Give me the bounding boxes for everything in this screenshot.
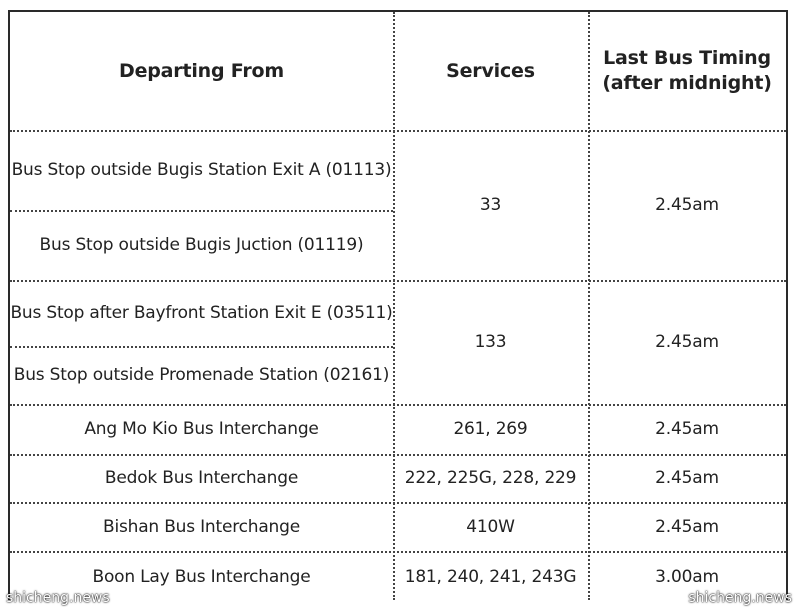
table-cell-departing: Bedok Bus Interchange bbox=[104, 468, 299, 488]
table-cell-departing: Bishan Bus Interchange bbox=[102, 516, 300, 537]
table-cell-departing: Bus Stop outside Bugis Juction (01119) bbox=[39, 235, 364, 255]
watermark-left: shicheng.news bbox=[6, 590, 110, 606]
table-cell-departing: Bus Stop outside Bugis Station Exit A (01113) bbox=[11, 160, 392, 180]
table-cell-departing: Bus Stop after Bayfront Station Exit E (03511) bbox=[10, 303, 393, 323]
bus-timing-table bbox=[8, 10, 788, 600]
table-cell-services: 410W bbox=[466, 516, 515, 537]
watermark-right: shicheng.news bbox=[688, 590, 792, 606]
table-cell-timing: 2.45am bbox=[655, 419, 719, 439]
header-last-bus-timing bbox=[588, 12, 786, 130]
header-timing-subtitle: (after midnight) bbox=[602, 72, 772, 94]
table-cell-services: 222, 225G, 228, 229 bbox=[404, 468, 577, 488]
table-cell-timing: 3.00am bbox=[655, 566, 719, 587]
table-cell-departing: Ang Mo Kio Bus Interchange bbox=[84, 419, 319, 439]
table-cell-services: 181, 240, 241, 243G bbox=[404, 566, 577, 587]
header-timing-title: Last Bus Timing bbox=[603, 47, 771, 69]
header-departing-from: Departing From bbox=[119, 59, 284, 82]
table-cell-services: 261, 269 bbox=[453, 419, 528, 439]
table-cell-timing: 2.45am bbox=[655, 516, 719, 537]
table-cell-services: 33 bbox=[479, 195, 502, 215]
table-cell-timing: 2.45am bbox=[655, 195, 719, 215]
header-services: Services bbox=[446, 59, 535, 82]
table-cell-timing: 2.45am bbox=[655, 468, 719, 488]
table-cell-timing: 2.45am bbox=[655, 332, 719, 352]
table-cell-services: 133 bbox=[474, 332, 507, 352]
table-cell-departing: Boon Lay Bus Interchange bbox=[92, 566, 311, 587]
table-cell-departing: Bus Stop outside Promenade Station (02161) bbox=[13, 365, 390, 385]
